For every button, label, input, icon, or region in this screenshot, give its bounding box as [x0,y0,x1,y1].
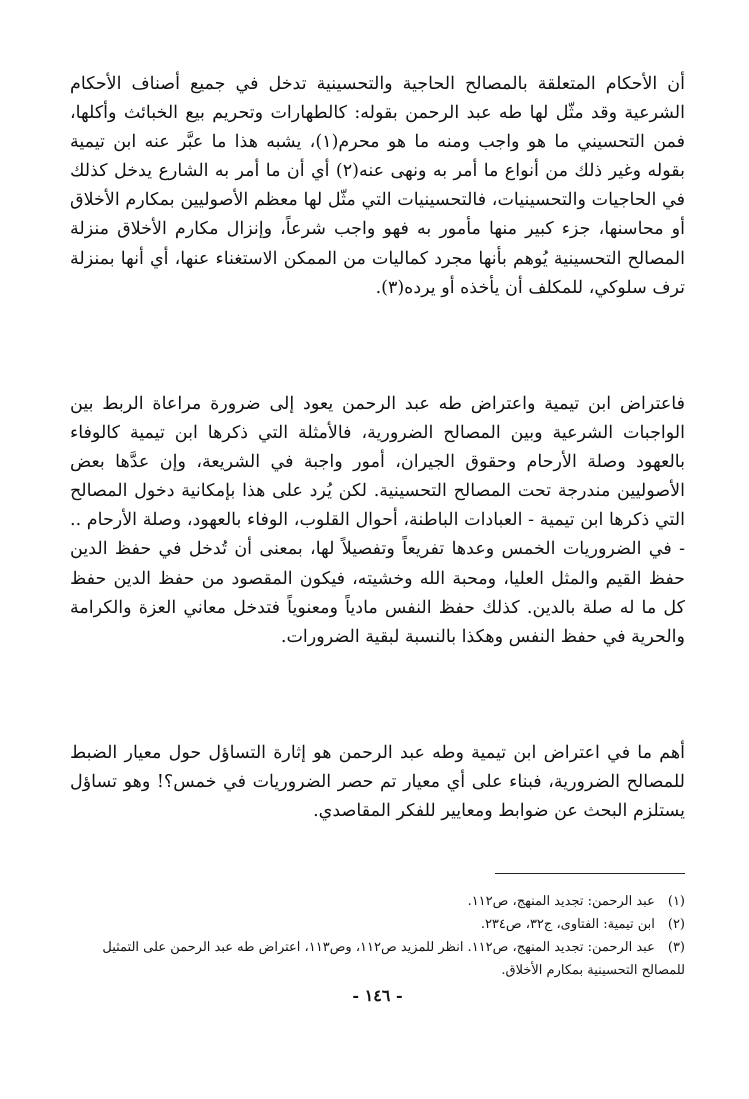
document-page [70,70,685,1070]
footnote-2-number: (٢) [667,917,685,932]
body-paragraph-1: أن الأحكام المتعلقة بالمصالح الحاجية والتحسينية تدخل في جميع أصناف الأحكام الشرعية وقد مثّل لها طه عبد الرحمن بقوله: كالطهارات وتحريم بيع الخبائث وأكلها، فمن التحسيني ما هو واجب ومنه ما هو محرم(١)، يشبه هذا ما عبَّر عنه ابن تيمية بقوله وغير ذلك من أنواع ما أمر به ونهى عنه(٢) أي أن ما أمر به الشارع يدخل كذلك في الحاجيات والتحسينيات، فالتحسينيات التي مثّل لها معظم الأصوليين بمكارم الأخلاق أو محاسنها، جزء كبير منها مأمور به فهو واجب شرعاً، وإنزال مكارم الأخلاق منزلة المصالح التحسينية يُوهم بأنها مجرد كماليات من الممكن الاستغناء عنها، أي أنها بمنزلة ترف سلوكي، للمكلف أن يأخذه أو يرده(٣). [70,74,686,298]
footnote-3-number: (٣) [667,940,685,955]
footnote-2 [70,913,685,936]
footnote-3 [70,936,685,982]
page-number: - ١٤٦ - [352,986,403,1005]
body-paragraph-3: أهم ما في اعتراض ابن تيمية وطه عبد الرحمن هو إثارة التساؤل حول معيار الضبط للمصالح الضرورية، فبناء على أي معيار تم حصر الضروريات في خمس؟! وهو تساؤل يستلزم البحث عن ضوابط ومعايير للفكر المقاصدي. [70,743,685,822]
footnote-separator [495,873,685,874]
footnote-3-text: عبد الرحمن: تجديد المنهج، ص١١٢. انظر للمزيد ص١١٢، وص١١٣، اعتراض طه عبد الرحمن على التمثيل للمصالح التحسينية بمكارم الأخلاق. [102,940,685,978]
body-paragraph-2: فاعتراض ابن تيمية واعتراض طه عبد الرحمن يعود إلى ضرورة مراعاة الربط بين الواجبات الشرعية وبين المصالح الضرورية، فالأمثلة التي ذكرها ابن تيمية كالوفاء بالعهود وصلة الأرحام وحقوق الجيران، أمور واجبة في الشريعة، وإن عدَّها بعض الأصوليين مندرجة تحت المصالح التحسينية. لكن يُرد على هذا بإمكانية دخول المصالح التي ذكرها ابن تيمية - العبادات الباطنة، أحوال القلوب، الوفاء بالعهود، وصلة الأرحام .. - في الضروريات الخمس وعدها تفريعاً وتفصيلاً لها، بمعنى أن تُدخل في حفظ الدين حفظ القيم والمثل العليا، ومحبة الله وخشيته، فيكون المقصود من حفظ الدين حفظ كل ما له صلة بالدين. كذلك حفظ النفس مادياً ومعنوياً فتدخل معاني العزة والكرامة والحرية في حفظ النفس وهكذا بالنسبة لبقية الضرورات. [70,394,685,647]
footnote-1-number: (١) [667,894,685,909]
footnotes-list [70,890,685,982]
footnote-2-text: ابن تيمية: الفتاوى، ج٣٢، ص٢٣٤. [480,917,655,932]
footnote-1-text: عبد الرحمن: تجديد المنهج، ص١١٢. [467,894,655,909]
footnote-1 [70,890,685,913]
